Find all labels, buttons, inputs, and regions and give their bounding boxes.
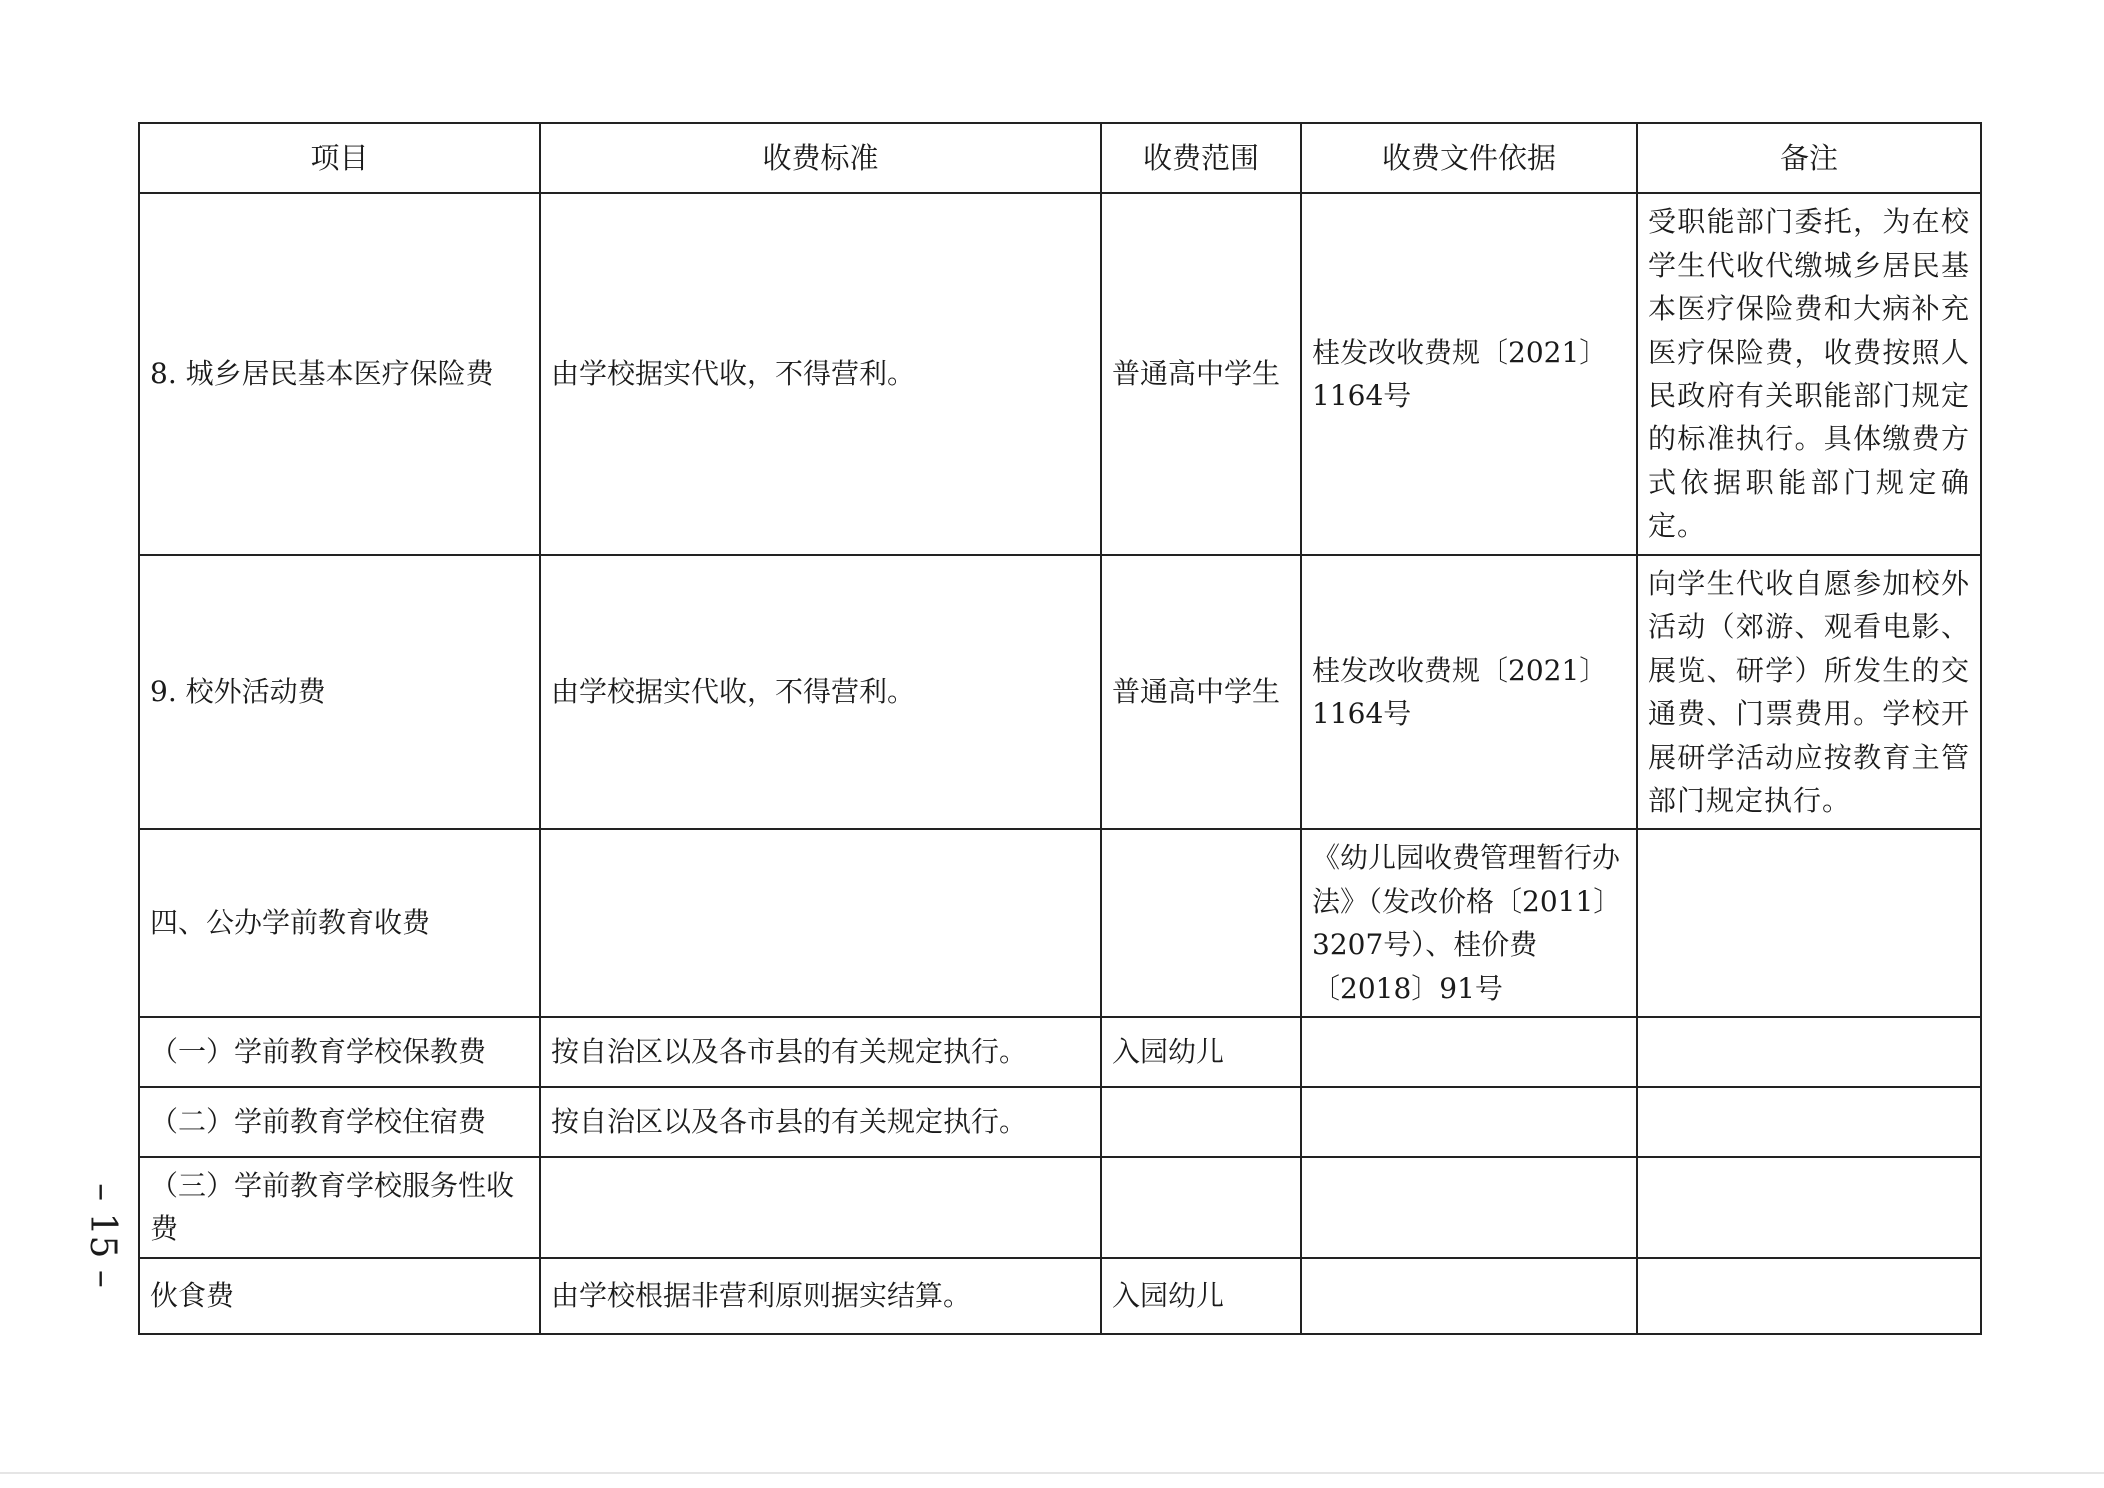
table-row [139,1157,1981,1258]
cell-note [1637,1258,1981,1334]
table-row-section [139,829,1981,1017]
table-row [139,1258,1981,1334]
page-number-text: – 15 – [81,1182,123,1288]
cell-note [1637,829,1981,1017]
cell-basis [1301,1258,1637,1334]
page-number [72,1165,132,1305]
header-standard: 收费标准 [540,123,1101,193]
cell-basis [1301,1087,1637,1157]
header-note: 备注 [1637,123,1981,193]
cell-item: （二）学前教育学校住宿费 [139,1087,540,1157]
table-row [139,555,1981,829]
section-title: 四、公办学前教育收费 [139,829,540,1017]
table-row [139,193,1981,555]
cell-scope: 普通高中学生 [1101,193,1301,555]
cell-note [1637,1017,1981,1087]
cell-basis: 桂发改收费规〔2021〕1164号 [1301,555,1637,829]
cell-standard [540,829,1101,1017]
header-scope: 收费范围 [1101,123,1301,193]
header-basis: 收费文件依据 [1301,123,1637,193]
cell-item: 9. 校外活动费 [139,555,540,829]
table-header-row [139,123,1981,193]
cell-note [1637,1157,1981,1258]
table-row [139,1087,1981,1157]
cell-standard: 由学校据实代收，不得营利。 [540,555,1101,829]
cell-basis: 桂发改收费规〔2021〕1164号 [1301,193,1637,555]
scan-edge-divider [0,1472,2104,1474]
cell-basis: 《幼儿园收费管理暂行办法》（发改价格〔2011〕3207号）、桂价费〔2018〕91号 [1301,829,1637,1017]
cell-item: 伙食费 [139,1258,540,1334]
cell-standard [540,1157,1101,1258]
cell-item: （三）学前教育学校服务性收费 [139,1157,540,1258]
cell-basis [1301,1017,1637,1087]
cell-note: 受职能部门委托，为在校学生代收代缴城乡居民基本医疗保险费和大病补充医疗保险费，收费按照人民政府有关职能部门规定的标准执行。具体缴费方式依据职能部门规定确定。 [1637,193,1981,555]
cell-scope: 普通高中学生 [1101,555,1301,829]
fee-table [138,122,1982,1335]
cell-basis [1301,1157,1637,1258]
cell-scope [1101,829,1301,1017]
cell-scope [1101,1087,1301,1157]
table-row [139,1017,1981,1087]
cell-item: 8. 城乡居民基本医疗保险费 [139,193,540,555]
cell-standard: 由学校根据非营利原则据实结算。 [540,1258,1101,1334]
cell-note [1637,1087,1981,1157]
cell-standard: 由学校据实代收，不得营利。 [540,193,1101,555]
cell-scope [1101,1157,1301,1258]
cell-scope: 入园幼儿 [1101,1017,1301,1087]
cell-standard: 按自治区以及各市县的有关规定执行。 [540,1087,1101,1157]
cell-scope: 入园幼儿 [1101,1258,1301,1334]
cell-standard: 按自治区以及各市县的有关规定执行。 [540,1017,1101,1087]
cell-item: （一）学前教育学校保教费 [139,1017,540,1087]
cell-note: 向学生代收自愿参加校外活动（郊游、观看电影、展览、研学）所发生的交通费、门票费用。学校开展研学活动应按教育主管部门规定执行。 [1637,555,1981,829]
header-item: 项目 [139,123,540,193]
